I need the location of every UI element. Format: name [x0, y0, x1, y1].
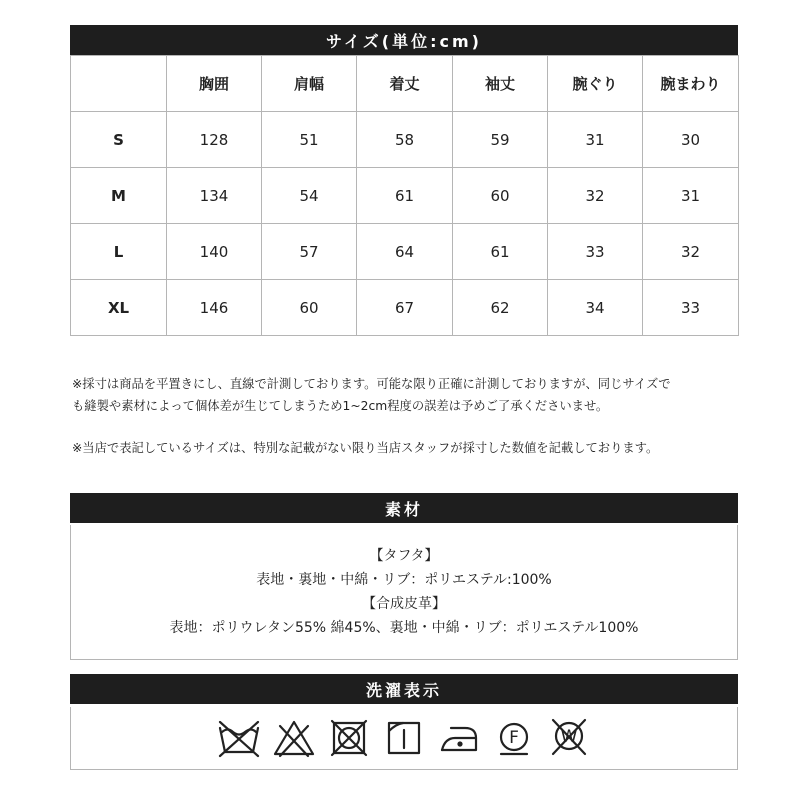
- table-cell: 57: [262, 224, 357, 280]
- size-label: S: [71, 112, 167, 168]
- dry-clean-letter: F: [509, 728, 519, 748]
- iron-low-icon: [437, 718, 481, 758]
- table-row: [71, 112, 739, 168]
- table-cell: 67: [357, 280, 453, 336]
- material-section-title: 素材: [384, 499, 423, 519]
- dry-clean-f-icon: [492, 718, 536, 758]
- table-cell: 33: [548, 224, 643, 280]
- size-label: L: [71, 224, 167, 280]
- line-dry-icon: [382, 718, 426, 758]
- header-cell-sleeve: 袖丈: [453, 56, 548, 112]
- table-row: [71, 168, 739, 224]
- table-cell: 32: [548, 168, 643, 224]
- header-cell-arm-circumference: 腕まわり: [643, 56, 739, 112]
- table-row: [71, 280, 739, 336]
- no-wet-clean-icon: [547, 718, 591, 758]
- table-cell: 59: [453, 112, 548, 168]
- size-label: XL: [71, 280, 167, 336]
- table-cell: 64: [357, 224, 453, 280]
- header-cell-length: 着丈: [357, 56, 453, 112]
- material-line: 表地・裏地・中綿・リブ：ポリエステル:100%: [256, 572, 552, 588]
- table-cell: 61: [453, 224, 548, 280]
- table-cell: 34: [548, 280, 643, 336]
- table-cell: 31: [548, 112, 643, 168]
- size-table-header-row: [71, 56, 739, 112]
- size-table: [70, 55, 739, 336]
- table-cell: 33: [643, 280, 739, 336]
- table-cell: 31: [643, 168, 739, 224]
- table-cell: 32: [643, 224, 739, 280]
- header-cell-armhole: 腕ぐり: [548, 56, 643, 112]
- table-cell: 134: [167, 168, 262, 224]
- note-line: も縫製や素材によって個体差が生じてしまうため1~2cm程度の誤差は予めご了承くださいませ。: [72, 399, 609, 413]
- material-line: 【タフタ】: [369, 548, 439, 564]
- size-section-header: [70, 25, 738, 55]
- care-section-header: [70, 674, 738, 704]
- material-line: 【合成皮革】: [362, 596, 446, 612]
- note-line: ※採寸は商品を平置きにし、直線で計測しております。可能な限り正確に計測しておりますが、同じサイズで: [72, 377, 671, 391]
- table-cell: 146: [167, 280, 262, 336]
- table-cell: 54: [262, 168, 357, 224]
- table-cell: 140: [167, 224, 262, 280]
- care-icons-box: [70, 707, 738, 770]
- size-label: M: [71, 168, 167, 224]
- no-bleach-icon: [272, 718, 316, 758]
- table-cell: 128: [167, 112, 262, 168]
- material-box: [70, 525, 738, 660]
- material-line: 表地：ポリウレタン55% 綿45%、裏地・中綿・リブ：ポリエステル100%: [169, 620, 639, 636]
- table-cell: 30: [643, 112, 739, 168]
- header-cell-chest: 胸囲: [167, 56, 262, 112]
- header-cell-corner: [71, 56, 167, 112]
- table-cell: 62: [453, 280, 548, 336]
- table-cell: 60: [262, 280, 357, 336]
- table-cell: 60: [453, 168, 548, 224]
- table-cell: 61: [357, 168, 453, 224]
- note-line: ※当店で表記しているサイズは、特別な記載がない限り当店スタッフが採寸した数値を記載しております。: [72, 441, 659, 455]
- no-tumble-wash-icon: [217, 718, 261, 758]
- table-row: [71, 224, 739, 280]
- material-section-header: [70, 493, 738, 523]
- wet-clean-letter: W: [560, 727, 578, 747]
- size-section-title: サイズ(単位:cm): [326, 31, 482, 51]
- table-cell: 58: [357, 112, 453, 168]
- measurement-notes: [72, 373, 742, 459]
- care-section-title: 洗濯表示: [365, 680, 442, 700]
- header-cell-shoulder: 肩幅: [262, 56, 357, 112]
- no-tumble-dry-icon: [327, 718, 371, 758]
- table-cell: 51: [262, 112, 357, 168]
